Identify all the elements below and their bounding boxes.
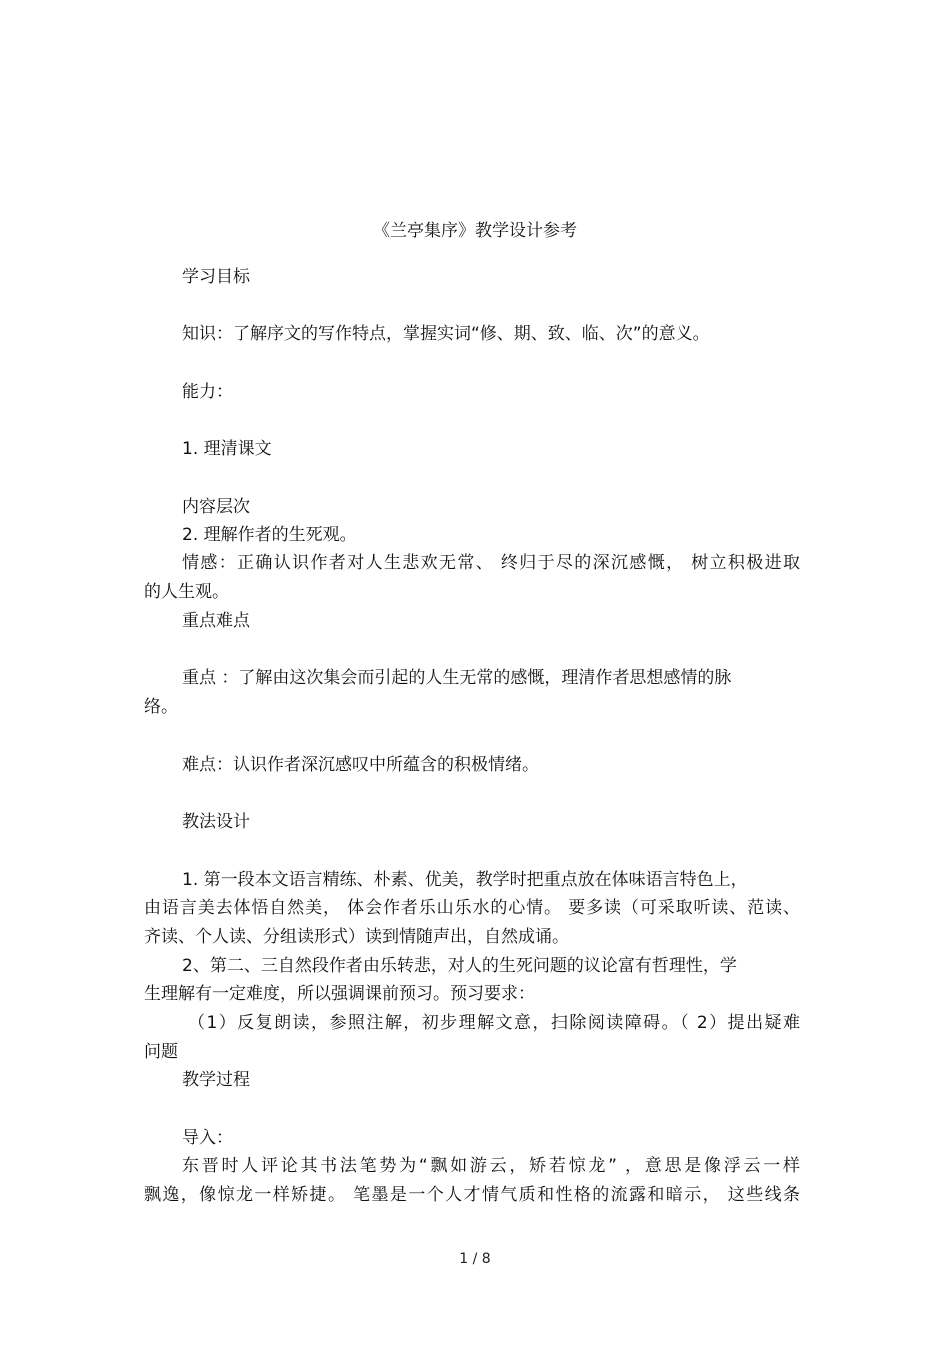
paragraph-method-2-cont: 生理解有一定难度，所以强调课前预习。预习要求： — [144, 984, 535, 1004]
paragraph-method-2: 2、第二、三自然段作者由乐转悲，对人的生死问题的议论富有哲理性，学 — [182, 956, 737, 976]
paragraph-emotion-cont: 的人生观。 — [144, 582, 229, 602]
list-item-1: 1. 理清课文 — [182, 439, 272, 459]
list-item-2: 2. 理解作者的生死观。 — [182, 525, 357, 545]
paragraph-method-1-end: 齐读、个人读、分组读形式）读到情随声出，自然成诵。 — [144, 927, 569, 947]
document-title: 《兰亭集序》教学设计参考 — [373, 221, 577, 241]
paragraph-introduction: 导入： — [182, 1128, 233, 1148]
paragraph-knowledge: 知识：了解序文的写作特点，掌握实词“修、期、致、临、次”的意义。 — [182, 324, 710, 344]
paragraph-method-1: 1. 第一段本文语言精练、朴素、优美，教学时把重点放在体味语言特色上， — [182, 870, 748, 890]
paragraph-key-point: 重点 ：了解由这次集会而引起的人生无常的感慨，理清作者思想感情的脉 — [182, 668, 732, 688]
page-number: 1 / 8 — [459, 1251, 491, 1267]
paragraph-content-levels: 内容层次 — [182, 497, 250, 517]
paragraph-key-point-cont: 络。 — [144, 697, 178, 717]
paragraph-emotion: 情感：正确认识作者对人生悲欢无常、 终归于尽的深沉感慨， 树立积极进取 — [182, 553, 800, 573]
paragraph-preview-cont: 问题 — [144, 1042, 178, 1062]
paragraph-introduction-cont: 飘逸，像惊龙一样矫捷。 笔墨是一个人才情气质和性格的流露和暗示， 这些线条 — [144, 1185, 800, 1205]
heading-learning-goals: 学习目标 — [182, 267, 250, 287]
paragraph-ability: 能力： — [182, 382, 233, 402]
heading-teaching-process: 教学过程 — [182, 1070, 250, 1090]
paragraph-difficulty: 难点：认识作者深沉感叹中所蕴含的积极情绪。 — [182, 755, 539, 775]
paragraph-preview-requirements: （1）反复朗读，参照注解，初步理解文意，扫除阅读障碍。（ 2）提出疑难 — [188, 1013, 800, 1033]
paragraph-method-1-cont: 由语言美去体悟自然美， 体会作者乐山乐水的心情。 要多读（可采取听读、范读、 — [144, 898, 800, 918]
heading-key-points: 重点难点 — [182, 611, 250, 631]
heading-teaching-method: 教法设计 — [182, 812, 250, 832]
paragraph-introduction-text: 东晋时人评论其书法笔势为“飘如游云，矫若惊龙” ，意思是像浮云一样 — [182, 1156, 800, 1176]
